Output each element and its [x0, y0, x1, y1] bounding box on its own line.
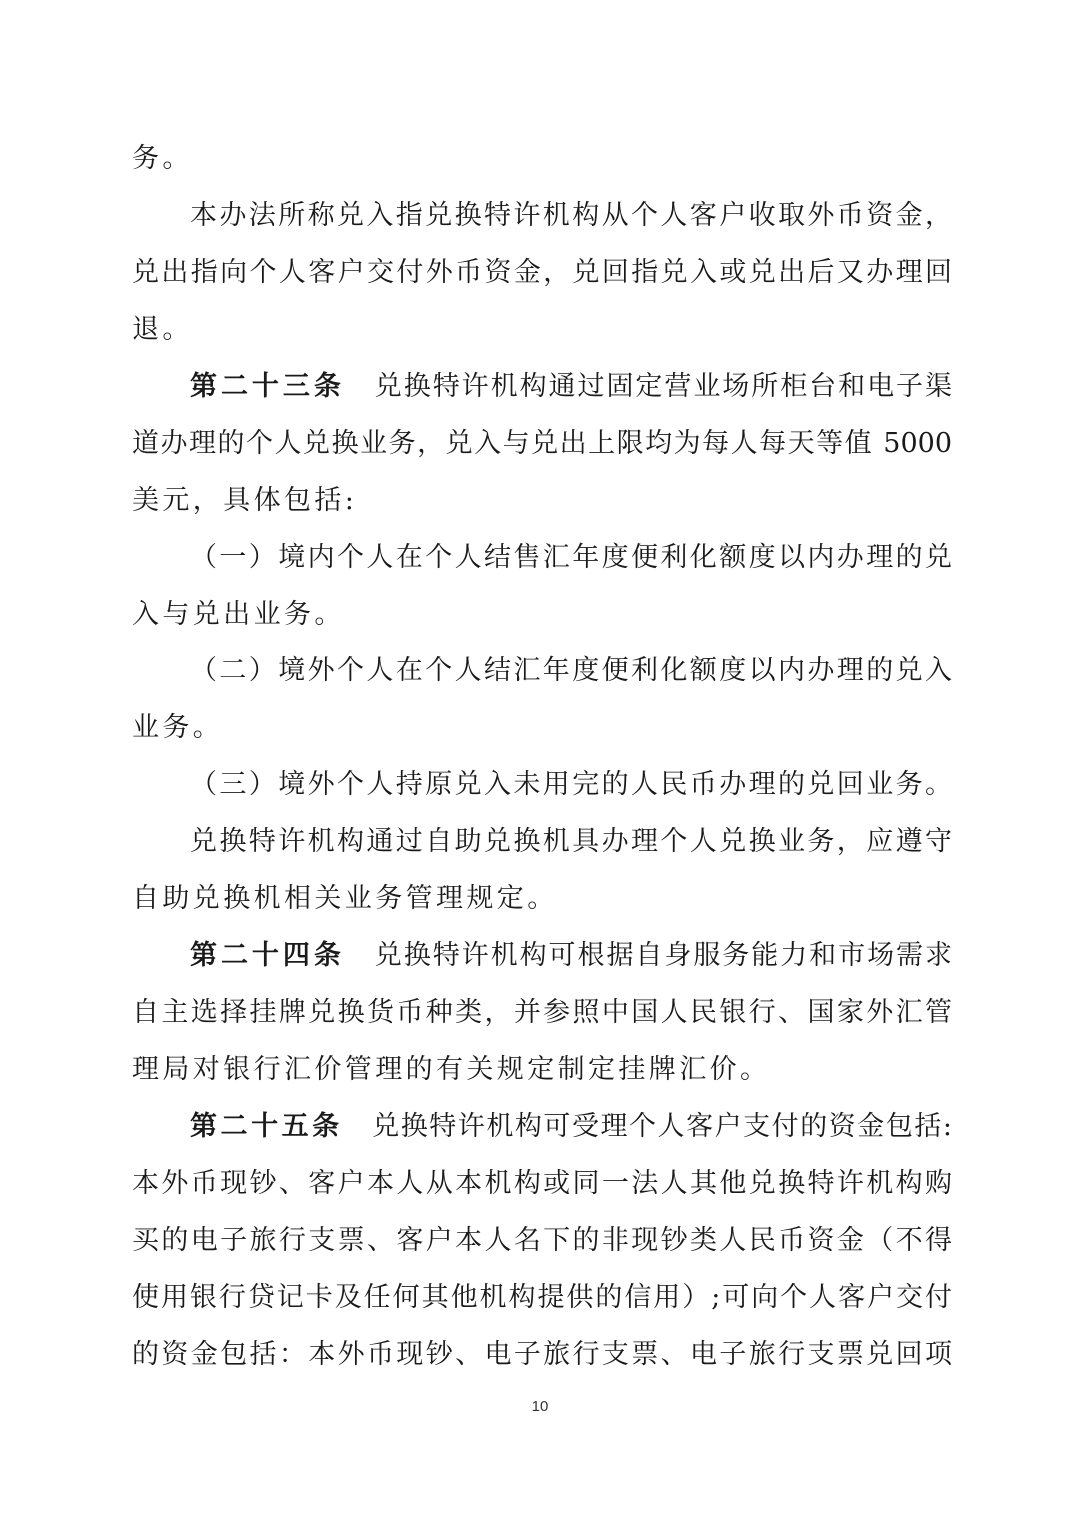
text-line [132, 307, 952, 353]
article-heading-line [190, 1104, 952, 1150]
text-line [132, 1332, 952, 1378]
line-text: （三）境外个人持原兑入未用完的人民币办理的兑回业务。 [190, 769, 952, 800]
line-text: 务。 [132, 143, 193, 174]
text-line [132, 250, 952, 296]
article-heading: 第二十五条 [190, 1111, 343, 1142]
text-line [132, 478, 952, 524]
line-text: 兑换特许机构通过自助兑换机具办理个人兑换业务，应遵守 [190, 826, 952, 857]
article-heading-line [190, 933, 952, 979]
line-text: 本外币现钞、客户本人从本机构或同一法人其他兑换特许机构购 [132, 1168, 952, 1199]
line-text: 兑换特许机构通过固定营业场所柜台和电子渠 [372, 371, 953, 402]
line-text: 兑换特许机构可受理个人客户支付的资金包括: [370, 1111, 952, 1142]
line-text: 的资金包括：本外币现钞、电子旅行支票、电子旅行支票兑回项 [132, 1339, 952, 1370]
line-text: （一）境内个人在个人结售汇年度便利化额度以内办理的兑 [190, 542, 952, 573]
text-line [132, 1161, 952, 1207]
line-text: 兑换特许机构可根据自身服务能力和市场需求 [372, 940, 953, 971]
line-text: 业务。 [132, 712, 224, 743]
text-line [132, 592, 952, 638]
text-line [132, 421, 952, 467]
line-text: 美元，具体包括: [132, 485, 358, 516]
line-text: 买的电子旅行支票、客户本人名下的非现钞类人民币资金（不得 [132, 1225, 952, 1256]
line-text: 道办理的个人兑换业务，兑入与兑出上限均为每人每天等值 5000 [132, 428, 952, 459]
page-number: 10 [531, 1398, 549, 1415]
text-line [190, 648, 952, 694]
text-line [132, 1047, 952, 1093]
text-line [132, 1275, 952, 1321]
article-heading: 第二十三条 [190, 371, 345, 402]
line-text: 兑出指向个人客户交付外币资金，兑回指兑入或兑出后又办理回 [132, 257, 952, 288]
text-line [132, 705, 952, 751]
text-line [190, 819, 952, 865]
line-text: 使用银行贷记卡及任何其他机构提供的信用）;可向个人客户交付 [132, 1282, 952, 1313]
text-line [132, 876, 952, 922]
text-line [132, 136, 952, 182]
line-text: 自助兑换机相关业务管理规定。 [132, 883, 558, 914]
text-line [190, 762, 952, 808]
text-line [190, 535, 952, 581]
line-text: 本办法所称兑入指兑换特许机构从个人客户收取外币资金， [190, 200, 952, 231]
line-text: 入与兑出业务。 [132, 599, 345, 630]
line-text: 自主选择挂牌兑换货币种类，并参照中国人民银行、国家外汇管 [132, 997, 952, 1028]
text-line [190, 193, 952, 239]
article-heading: 第二十四条 [190, 940, 345, 971]
text-line [132, 1218, 952, 1264]
text-line [132, 990, 952, 1036]
line-text: （二）境外个人在个人结汇年度便利化额度以内办理的兑入 [190, 655, 952, 686]
article-heading-line [190, 364, 952, 410]
line-text: 退。 [132, 314, 193, 345]
line-text: 理局对银行汇价管理的有关规定制定挂牌汇价。 [132, 1054, 771, 1085]
